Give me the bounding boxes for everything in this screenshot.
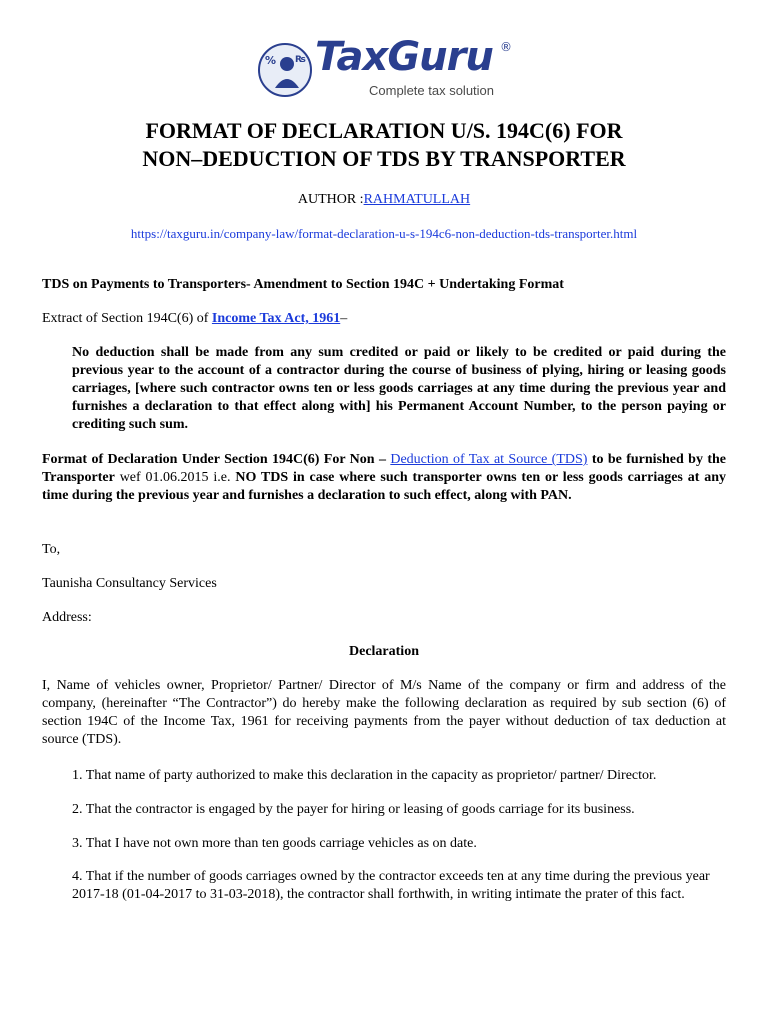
to-line: To, bbox=[42, 542, 61, 557]
declaration-title: Declaration bbox=[349, 644, 419, 659]
logo-brand: TaxGuru bbox=[315, 34, 493, 80]
page-title bbox=[42, 117, 726, 173]
declaration-item: 2. That the contractor is engaged by the payer for hiring or leasing of goods carriage for its business. bbox=[72, 802, 635, 817]
declaration-intro: I, Name of vehicles owner, Proprietor/ Partner/ Director of M/s Name of the company or firm and address of the company, (hereinafter “The Contractor”) do hereby make the following declaration as required by sub section (6) of section 194C of the Income Tax, 1961 for receiving payments from the payer without deduction of tax deduction at source (TDS). bbox=[42, 678, 726, 747]
declaration-item: 3. That I have not own more than ten goods carriage vehicles as on date. bbox=[72, 836, 477, 851]
tds-link[interactable]: Deduction of Tax at Source (TDS) bbox=[390, 452, 588, 467]
format-part-4: NO TDS in case where such transporter owns ten or less goods carriages at any time during the previous year and furnishes a declaration to such effect, along with PAN. bbox=[42, 470, 727, 503]
author-label: AUTHOR : bbox=[297, 192, 364, 207]
title-line-2: NON–DEDUCTION OF TDS BY TRANSPORTER bbox=[142, 146, 626, 171]
section-heading: TDS on Payments to Transporters- Amendment to Section 194C + Undertaking Format bbox=[42, 277, 564, 292]
author-link[interactable]: RAHMATULLAH bbox=[363, 192, 471, 207]
format-part-1: Format of Declaration Under Section 194C(6) For Non – bbox=[42, 452, 391, 467]
extract-prefix: Extract of Section 194C(6) of bbox=[42, 311, 212, 326]
logo-registered: ® bbox=[500, 40, 512, 54]
format-part-3: wef 01.06.2015 i.e. bbox=[114, 470, 236, 485]
extract-suffix: – bbox=[340, 311, 348, 326]
logo-tagline: Complete tax solution bbox=[369, 83, 495, 98]
author-line bbox=[42, 192, 726, 208]
title-line-1: FORMAT OF DECLARATION U/S. 194C(6) FOR bbox=[145, 118, 623, 143]
income-tax-act-link[interactable]: Income Tax Act, 1961 bbox=[211, 311, 341, 326]
format-part-2: to be furnished by the Transporter bbox=[42, 452, 726, 485]
section-quote: No deduction shall be made from any sum credited or paid or likely to be credited or paid during the previous year to the account of a contractor during the course of business of plying, hiring or leasing goods carriages, [where such contractor owns ten or less goods carriages at any time during the previous year and furnishes a declaration to that effect along with] his Permanent Account Number, to the person paying or crediting such sum. bbox=[72, 345, 726, 432]
document-page bbox=[42, 0, 726, 1024]
taxguru-logo-icon bbox=[257, 42, 313, 98]
company-name: Taunisha Consultancy Services bbox=[42, 576, 217, 591]
format-paragraph bbox=[42, 451, 726, 505]
svg-text:%: % bbox=[265, 54, 277, 67]
declaration-item: 1. That name of party authorized to make this declaration in the capacity as proprietor/ partner/ Director. bbox=[72, 768, 657, 783]
taxguru-logo[interactable] bbox=[257, 34, 557, 106]
extract-line bbox=[42, 310, 726, 328]
declaration-item: 4. That if the number of goods carriages owned by the contractor exceeds ten at any time during the previous year 2017-18 (01-04-2017 to 31-03-2018), the contractor shall forthwith, in writing intimate the prater of this fact. bbox=[72, 869, 710, 902]
svg-text:₨: ₨ bbox=[295, 55, 306, 65]
source-url[interactable]: https://taxguru.in/company-law/format-declaration-u-s-194c6-non-deduction-tds-transporter.html bbox=[130, 226, 638, 241]
address-line: Address: bbox=[42, 610, 92, 625]
